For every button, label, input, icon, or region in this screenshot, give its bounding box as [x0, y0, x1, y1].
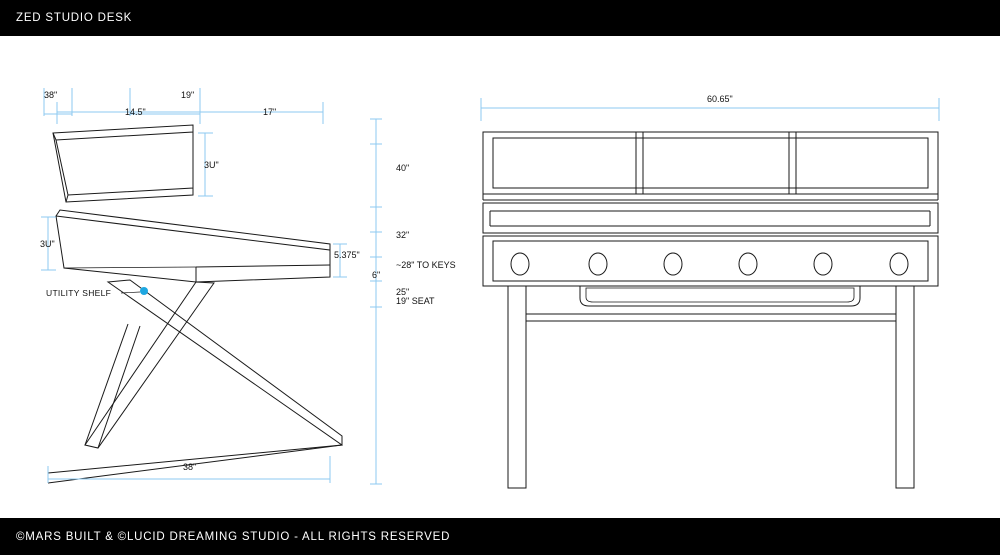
- dim-label-5-375: 5.375": [334, 250, 360, 260]
- copyright-text: ©MARS BUILT & ©LUCID DREAMING STUDIO - ALL RIGHTS RESERVED: [16, 530, 451, 543]
- front-view-desktop: [483, 203, 938, 233]
- height-scale-axis: [370, 119, 382, 484]
- front-view-keyboard-tray: [580, 286, 860, 306]
- dim-front-depth: [333, 244, 347, 277]
- height-label-32: 32": [396, 230, 410, 240]
- dim-label-17: 17": [263, 107, 277, 117]
- footer-bar: [0, 518, 1000, 555]
- height-label-keys: ~28" TO KEYS: [396, 260, 456, 270]
- height-label-40: 40": [396, 163, 410, 173]
- desk-body-side: [56, 210, 330, 282]
- front-view-upper-rack: [483, 132, 938, 200]
- utility-shelf-leader: [121, 292, 140, 293]
- height-label-19-seat: 19" SEAT: [396, 296, 435, 306]
- upper-rack-panel: [53, 125, 193, 202]
- dim-chain-upper: [57, 102, 323, 124]
- dim-label-top-left-38: 38": [44, 90, 58, 100]
- height-label-6: 6": [372, 270, 381, 280]
- utility-shelf-label: UTILITY SHELF: [46, 288, 112, 298]
- side-view-drawing: [0, 36, 1000, 518]
- dim-label-lower-3u: 3U": [40, 239, 55, 249]
- title-bar: [0, 0, 1000, 36]
- dim-label-bottom-38: 38": [183, 462, 197, 472]
- dim-label-overall-width: 60.65": [707, 94, 733, 104]
- dim-label-19: 19": [181, 90, 195, 100]
- dim-label-upper-3u: 3U": [204, 160, 219, 170]
- front-view-legs: [483, 286, 938, 488]
- height-label-25: 25": [396, 287, 410, 297]
- dim-label-14-5: 14.5": [125, 107, 146, 117]
- utility-shelf-marker-icon[interactable]: [140, 287, 148, 295]
- desk-legs-side: [48, 280, 342, 483]
- front-view-drawer-bank: [483, 236, 938, 286]
- page-title: ZED STUDIO DESK: [16, 12, 133, 24]
- technical-drawing-canvas: [0, 36, 1000, 518]
